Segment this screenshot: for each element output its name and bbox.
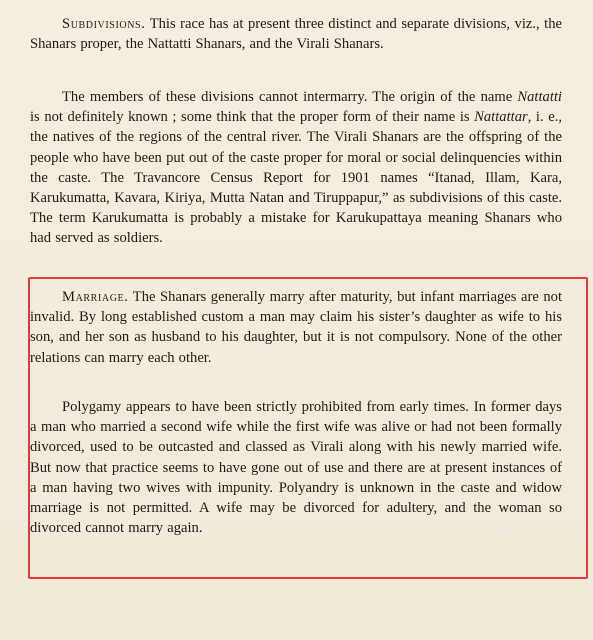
paragraph-subdivisions bbox=[30, 14, 562, 54]
paragraph-text: Polygamy appears to have been strictly prohibited from early times. In former days a man who married a second wife while the first wife was alive or had not been formally divorced, used to be outcasted and classed as Virali along with his newly married wife. But now that practice seems to have gone out of use and there are at present instances of a man having two wives with impunity. Polyandry is unknown in the caste and widow marriage is not permitted. A wife may be divorced for adultery, and the woman so divorced cannot marry again. bbox=[30, 399, 562, 537]
paragraph-text: The members of these divisions cannot intermarry. The origin of the name bbox=[62, 89, 518, 105]
paragraph-text: The Shanars generally marry after maturity, but infant marriages are not invalid. By long established custom a man may claim his sister’s daughter as wife to his son, and her son as husband to his daughter, but it is not compulsory. None of the other relations can marry each other. bbox=[30, 289, 563, 366]
paragraph-marriage bbox=[30, 287, 562, 368]
italic-term: Nattattar bbox=[474, 109, 528, 126]
section-heading-marriage: Marriage. bbox=[62, 289, 129, 305]
paragraph-text: , i. e., the natives of the regions of the central river. The Virali Shanars are the offspring of the people who have been put out of the caste proper for moral or social delinquencies within the caste. The Travancore Census Report for 1901 names “Itanad, Illam, Kara, Karukumatta, Kavara, Kiriya, Mutta Natan and Tiruppapur,” as subdivisions of this caste. The term Karukumatta is probably a mistake for Karukupattaya meaning Shanars who had served as soldiers. bbox=[30, 109, 562, 247]
paragraph-polygamy bbox=[30, 397, 562, 538]
paragraph-divisions bbox=[30, 87, 562, 249]
italic-term: Nattatti bbox=[517, 89, 562, 105]
paragraph-text: is not definitely known ; some think that the proper form of their name is bbox=[30, 109, 475, 126]
paragraph-text: This race has at present three distinct and separate divisions, viz., the Shanars proper, the Nattatti Shanars, and the Virali Shanars. bbox=[30, 16, 562, 53]
section-heading-subdivisions: Subdivisions. bbox=[62, 16, 146, 32]
